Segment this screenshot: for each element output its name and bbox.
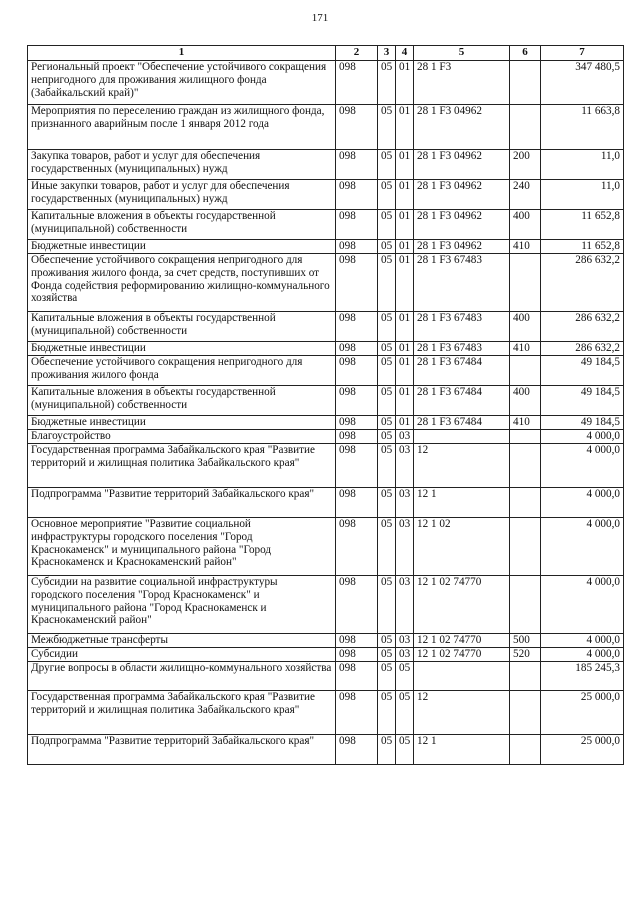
section-cell: 05	[378, 416, 396, 430]
amount-cell: 4 000,0	[541, 518, 624, 576]
target-item-cell	[414, 662, 510, 691]
header-col-1: 1	[28, 46, 336, 61]
subsection-cell: 01	[396, 240, 414, 254]
table-row	[28, 691, 624, 735]
expense-type-cell: 410	[510, 240, 541, 254]
subsection-cell: 01	[396, 386, 414, 416]
expense-type-cell	[510, 662, 541, 691]
subsection-cell: 01	[396, 150, 414, 180]
subsection-cell: 01	[396, 254, 414, 312]
target-item-cell: 12 1	[414, 488, 510, 518]
amount-cell: 286 632,2	[541, 342, 624, 356]
table-row	[28, 312, 624, 342]
section-cell: 05	[378, 735, 396, 765]
expense-type-cell	[510, 735, 541, 765]
header-col-2: 2	[336, 46, 378, 61]
table-row	[28, 735, 624, 765]
amount-cell: 49 184,5	[541, 416, 624, 430]
header-row	[28, 46, 624, 61]
table-row	[28, 634, 624, 648]
grbs-code-cell: 098	[336, 444, 378, 488]
expense-type-cell	[510, 518, 541, 576]
subsection-cell: 01	[396, 312, 414, 342]
grbs-code-cell: 098	[336, 61, 378, 105]
expense-type-cell: 400	[510, 312, 541, 342]
grbs-code-cell: 098	[336, 488, 378, 518]
grbs-code-cell: 098	[336, 210, 378, 240]
table-row	[28, 105, 624, 150]
header-col-4: 4	[396, 46, 414, 61]
subsection-cell: 01	[396, 210, 414, 240]
section-cell: 05	[378, 430, 396, 444]
grbs-code-cell: 098	[336, 735, 378, 765]
section-cell: 05	[378, 150, 396, 180]
table-row	[28, 488, 624, 518]
table-row	[28, 386, 624, 416]
name-cell: Субсидии	[28, 648, 336, 662]
name-cell: Иные закупки товаров, работ и услуг для обеспечения государственных (муниципальных) нужд	[28, 180, 336, 210]
name-cell: Государственная программа Забайкальского края "Развитие территорий и жилищная политика Забайкальского края"	[28, 691, 336, 735]
amount-cell: 4 000,0	[541, 634, 624, 648]
grbs-code-cell: 098	[336, 105, 378, 150]
grbs-code-cell: 098	[336, 518, 378, 576]
section-cell: 05	[378, 356, 396, 386]
amount-cell: 347 480,5	[541, 61, 624, 105]
name-cell: Обеспечение устойчивого сокращения непригодного для проживания жилого фонда, за счет средств, поступивших от Фонда содействия реформированию жилищно-коммунального хозяйства	[28, 254, 336, 312]
section-cell: 05	[378, 312, 396, 342]
table-row	[28, 240, 624, 254]
section-cell: 05	[378, 254, 396, 312]
target-item-cell: 28 1 F3 04962	[414, 150, 510, 180]
name-cell: Подпрограмма "Развитие территорий Забайкальского края"	[28, 735, 336, 765]
table-row	[28, 254, 624, 312]
target-item-cell: 12 1 02	[414, 518, 510, 576]
section-cell: 05	[378, 444, 396, 488]
name-cell: Капитальные вложения в объекты государственной (муниципальной) собственности	[28, 312, 336, 342]
table-row	[28, 150, 624, 180]
name-cell: Подпрограмма "Развитие территорий Забайкальского края"	[28, 488, 336, 518]
amount-cell: 11 652,8	[541, 210, 624, 240]
table-row	[28, 662, 624, 691]
subsection-cell: 01	[396, 356, 414, 386]
target-item-cell: 28 1 F3 67483	[414, 342, 510, 356]
subsection-cell: 05	[396, 662, 414, 691]
section-cell: 05	[378, 61, 396, 105]
expense-type-cell	[510, 61, 541, 105]
table-body	[28, 61, 624, 765]
target-item-cell	[414, 430, 510, 444]
subsection-cell: 03	[396, 576, 414, 634]
target-item-cell: 28 1 F3 04962	[414, 105, 510, 150]
subsection-cell: 03	[396, 518, 414, 576]
budget-table	[27, 45, 624, 765]
expense-type-cell	[510, 488, 541, 518]
amount-cell: 11,0	[541, 150, 624, 180]
expense-type-cell	[510, 356, 541, 386]
name-cell: Благоустройство	[28, 430, 336, 444]
subsection-cell: 03	[396, 488, 414, 518]
section-cell: 05	[378, 576, 396, 634]
amount-cell: 4 000,0	[541, 576, 624, 634]
subsection-cell: 03	[396, 444, 414, 488]
target-item-cell: 28 1 F3 67484	[414, 386, 510, 416]
amount-cell: 185 245,3	[541, 662, 624, 691]
grbs-code-cell: 098	[336, 416, 378, 430]
amount-cell: 4 000,0	[541, 430, 624, 444]
name-cell: Обеспечение устойчивого сокращения непригодного для проживания жилого фонда	[28, 356, 336, 386]
table-row	[28, 61, 624, 105]
section-cell: 05	[378, 648, 396, 662]
expense-type-cell	[510, 430, 541, 444]
section-cell: 05	[378, 691, 396, 735]
subsection-cell: 01	[396, 180, 414, 210]
target-item-cell: 12	[414, 444, 510, 488]
expense-type-cell	[510, 444, 541, 488]
subsection-cell: 03	[396, 648, 414, 662]
name-cell: Бюджетные инвестиции	[28, 342, 336, 356]
grbs-code-cell: 098	[336, 691, 378, 735]
section-cell: 05	[378, 240, 396, 254]
section-cell: 05	[378, 518, 396, 576]
target-item-cell: 28 1 F3 67484	[414, 416, 510, 430]
expense-type-cell: 520	[510, 648, 541, 662]
amount-cell: 11 663,8	[541, 105, 624, 150]
expense-type-cell: 400	[510, 210, 541, 240]
expense-type-cell: 400	[510, 386, 541, 416]
grbs-code-cell: 098	[336, 634, 378, 648]
grbs-code-cell: 098	[336, 356, 378, 386]
section-cell: 05	[378, 180, 396, 210]
subsection-cell: 01	[396, 416, 414, 430]
expense-type-cell	[510, 105, 541, 150]
amount-cell: 11,0	[541, 180, 624, 210]
subsection-cell: 05	[396, 691, 414, 735]
amount-cell: 286 632,2	[541, 254, 624, 312]
target-item-cell: 28 1 F3 04962	[414, 240, 510, 254]
name-cell: Другие вопросы в области жилищно-коммунального хозяйства	[28, 662, 336, 691]
header-col-3: 3	[378, 46, 396, 61]
name-cell: Мероприятия по переселению граждан из жилищного фонда, признанного аварийным после 1 января 2012 года	[28, 105, 336, 150]
target-item-cell: 12	[414, 691, 510, 735]
table-row	[28, 356, 624, 386]
target-item-cell: 28 1 F3 67483	[414, 312, 510, 342]
amount-cell: 49 184,5	[541, 386, 624, 416]
subsection-cell: 01	[396, 105, 414, 150]
table-row	[28, 180, 624, 210]
name-cell: Региональный проект "Обеспечение устойчивого сокращения непригодного для проживания жилищного фонда (Забайкальский край)"	[28, 61, 336, 105]
amount-cell: 49 184,5	[541, 356, 624, 386]
amount-cell: 286 632,2	[541, 312, 624, 342]
header-col-7: 7	[541, 46, 624, 61]
grbs-code-cell: 098	[336, 254, 378, 312]
target-item-cell: 28 1 F3 67483	[414, 254, 510, 312]
grbs-code-cell: 098	[336, 240, 378, 254]
amount-cell: 25 000,0	[541, 735, 624, 765]
name-cell: Субсидии на развитие социальной инфраструктуры городского поселения "Город Краснокаменск" и муниципального района "Город Краснокаменск и Краснокаменский район"	[28, 576, 336, 634]
target-item-cell: 12 1 02 74770	[414, 576, 510, 634]
grbs-code-cell: 098	[336, 386, 378, 416]
target-item-cell: 28 1 F3 67484	[414, 356, 510, 386]
grbs-code-cell: 098	[336, 342, 378, 356]
section-cell: 05	[378, 634, 396, 648]
name-cell: Основное мероприятие "Развитие социальной инфраструктуры городского поселения "Город Краснокаменск" и муниципального района "Город Краснокаменск и Краснокаменский район"	[28, 518, 336, 576]
grbs-code-cell: 098	[336, 312, 378, 342]
expense-type-cell	[510, 576, 541, 634]
target-item-cell: 28 1 F3	[414, 61, 510, 105]
subsection-cell: 05	[396, 735, 414, 765]
amount-cell: 4 000,0	[541, 444, 624, 488]
table-row	[28, 210, 624, 240]
section-cell: 05	[378, 342, 396, 356]
header-col-6: 6	[510, 46, 541, 61]
table-row	[28, 342, 624, 356]
page-number: 171	[311, 12, 329, 24]
section-cell: 05	[378, 662, 396, 691]
section-cell: 05	[378, 210, 396, 240]
name-cell: Закупка товаров, работ и услуг для обеспечения государственных (муниципальных) нужд	[28, 150, 336, 180]
expense-type-cell: 500	[510, 634, 541, 648]
name-cell: Капитальные вложения в объекты государственной (муниципальной) собственности	[28, 210, 336, 240]
subsection-cell: 03	[396, 430, 414, 444]
subsection-cell: 01	[396, 61, 414, 105]
name-cell: Государственная программа Забайкальского края "Развитие территорий и жилищная политика Забайкальского края"	[28, 444, 336, 488]
name-cell: Капитальные вложения в объекты государственной (муниципальной) собственности	[28, 386, 336, 416]
expense-type-cell: 410	[510, 342, 541, 356]
target-item-cell: 12 1	[414, 735, 510, 765]
subsection-cell: 01	[396, 342, 414, 356]
table-row	[28, 444, 624, 488]
amount-cell: 4 000,0	[541, 648, 624, 662]
subsection-cell: 03	[396, 634, 414, 648]
table-row	[28, 576, 624, 634]
grbs-code-cell: 098	[336, 648, 378, 662]
grbs-code-cell: 098	[336, 576, 378, 634]
name-cell: Межбюджетные трансферты	[28, 634, 336, 648]
grbs-code-cell: 098	[336, 150, 378, 180]
grbs-code-cell: 098	[336, 430, 378, 444]
grbs-code-cell: 098	[336, 180, 378, 210]
expense-type-cell: 240	[510, 180, 541, 210]
section-cell: 05	[378, 386, 396, 416]
expense-type-cell: 200	[510, 150, 541, 180]
expense-type-cell	[510, 254, 541, 312]
amount-cell: 11 652,8	[541, 240, 624, 254]
table-row	[28, 518, 624, 576]
expense-type-cell: 410	[510, 416, 541, 430]
table-header	[28, 46, 624, 61]
expense-type-cell	[510, 691, 541, 735]
section-cell: 05	[378, 105, 396, 150]
table-row	[28, 430, 624, 444]
target-item-cell: 28 1 F3 04962	[414, 210, 510, 240]
section-cell: 05	[378, 488, 396, 518]
name-cell: Бюджетные инвестиции	[28, 240, 336, 254]
target-item-cell: 12 1 02 74770	[414, 634, 510, 648]
grbs-code-cell: 098	[336, 662, 378, 691]
amount-cell: 25 000,0	[541, 691, 624, 735]
amount-cell: 4 000,0	[541, 488, 624, 518]
name-cell: Бюджетные инвестиции	[28, 416, 336, 430]
header-col-5: 5	[414, 46, 510, 61]
target-item-cell: 12 1 02 74770	[414, 648, 510, 662]
table-row	[28, 648, 624, 662]
target-item-cell: 28 1 F3 04962	[414, 180, 510, 210]
table-row	[28, 416, 624, 430]
